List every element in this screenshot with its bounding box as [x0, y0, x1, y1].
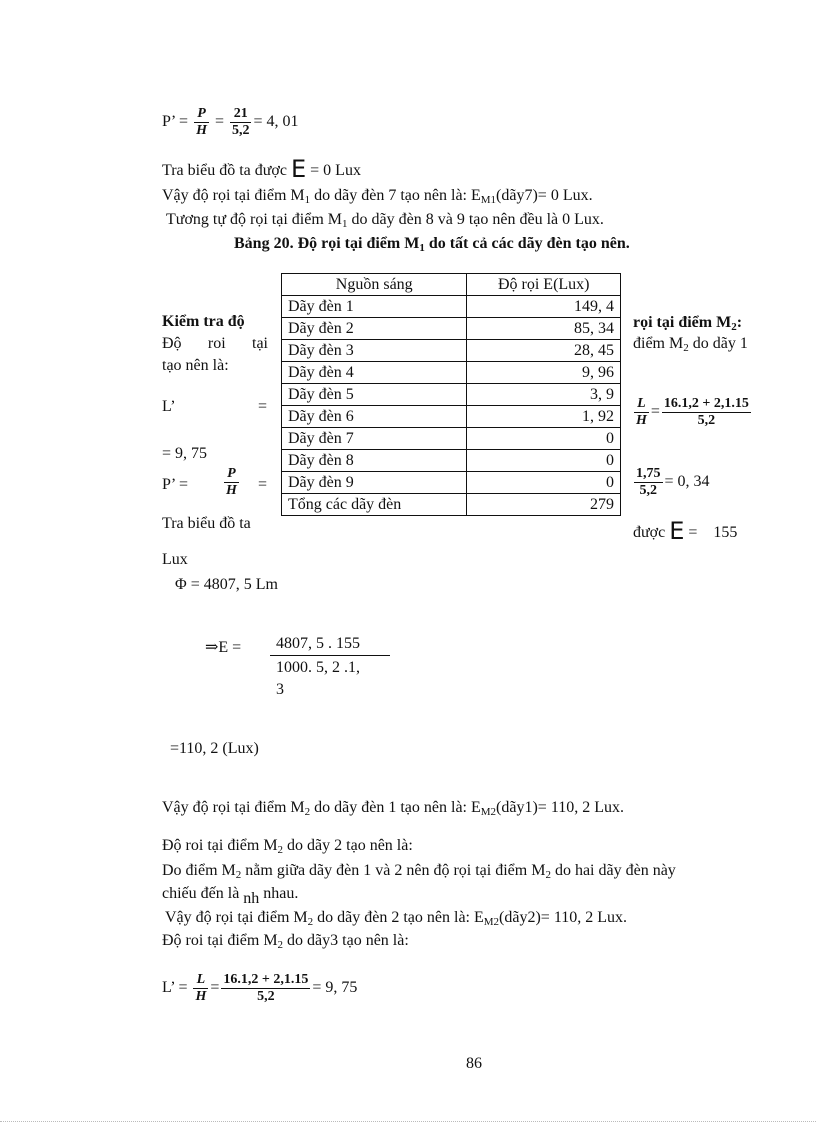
- table-title: Bảng 20. Độ rọi tại điểm $M_1$ do tất cả các dãy đèn tạo nên.: [234, 235, 630, 254]
- left-do-roi: Độ roi tại: [162, 335, 268, 352]
- eq-lhs: P’ =: [162, 113, 189, 131]
- left-lux: Lux: [162, 551, 188, 568]
- table-row: Dãy đèn 6 1, 92: [282, 406, 621, 428]
- left-p-prime: P’ =: [162, 476, 189, 493]
- e-eq-lhs: ⇒E =: [205, 639, 242, 656]
- col-header-source: Nguồn sáng: [282, 274, 467, 296]
- fraction-21-52: $\frac{21}{5,2}$: [231, 106, 250, 138]
- left-p-equals: =: [258, 476, 268, 493]
- e-eq-denominator-cont: 3: [276, 681, 284, 698]
- left-tra-bieu-do: Tra biểu đồ ta: [162, 515, 251, 532]
- table-row: Dãy đèn 2 85, 34: [282, 318, 621, 340]
- line-do-roi-day3: Độ roi tại điểm $M_2$ do dãy3 tạo nên là:: [162, 932, 409, 951]
- equation-p-prime: P’ = $\frac{P}{H}$ = $\frac{21}{5,2}$ = 4, 01: [162, 106, 299, 138]
- left-l-prime: L’: [162, 398, 176, 415]
- right-diem-m2: điểm $M_2$ do dãy 1: [633, 335, 748, 354]
- equation-l-prime: L’ = $\frac{L}{H}$ = $\frac{16.1,2 + 2,1.15}{5,2}$ = 9, 75: [162, 972, 358, 1004]
- table-row: Dãy đèn 8 0: [282, 450, 621, 472]
- right-p-equation: $\frac{1,75}{5,2}$ = 0, 34: [636, 466, 710, 498]
- result-110: =110, 2 (Lux): [170, 740, 259, 757]
- line-vay-m2-day2: Vậy độ rọi tại điểm $M_2$ do dãy đèn 2 tạo nên là: $E_{M2}(dãy2)= 110$, 2 Lux.: [165, 909, 628, 928]
- line-vay-m2-day1: Vậy độ rọi tại điểm $M_2$ do dãy đèn 1 tạo nên là: $E_{M2}(dãy1)= 110$, 2 Lux.: [162, 799, 625, 818]
- line-do-roi-day2: Độ roi tại điểm $M_2$ do dãy 2 tạo nên là:: [162, 837, 413, 856]
- left-tao-nen: tạo nên là:: [162, 357, 229, 374]
- table-row: Dãy đèn 5 3, 9: [282, 384, 621, 406]
- table-row: Dãy đèn 1 149, 4: [282, 296, 621, 318]
- left-result-975: = 9, 75: [162, 445, 208, 462]
- table-row: Dãy đèn 7 0: [282, 428, 621, 450]
- left-l-equals: =: [258, 398, 268, 415]
- eq-result: = 4, 01: [253, 113, 299, 131]
- table-row-total: Tổng các dãy đèn 279: [282, 494, 621, 516]
- line-e-zero: Tra biểu đồ ta được E = 0 Lux: [162, 155, 361, 183]
- e-eq-denominator: 1000. 5, 2 .1,: [276, 659, 360, 676]
- table-row: Dãy đèn 4 9, 96: [282, 362, 621, 384]
- right-roi-tai-diem: rọi tại điểm $M_2$:: [633, 314, 743, 333]
- line-do-diem-m2: Do điểm $M_2$ nằm giữa dãy đèn 1 và 2 nên độ rọi tại điểm $M_2$ do hai dãy đèn này: [162, 862, 676, 881]
- line-vay-m1-day7: Vậy độ rọi tại điểm $M_1$ do dãy đèn 7 tạo nên là: $E_{M1}(dãy7)= 0$ Lux.: [162, 187, 593, 206]
- bottom-divider: [0, 1121, 816, 1122]
- line-tuong-tu: Tương tự độ rọi tại điểm $M_1$ do dãy đèn 8 và 9 tạo nên đều là 0 Lux.: [166, 211, 604, 230]
- e-eq-fraction-bar: [270, 655, 390, 656]
- table-row: Dãy đèn 3 28, 45: [282, 340, 621, 362]
- e-eq-numerator: 4807, 5 . 155: [276, 635, 360, 652]
- table-row: Dãy đèn 9 0: [282, 472, 621, 494]
- left-kiem-tra: Kiểm tra độ: [162, 313, 245, 330]
- right-l-equation: $\frac{L}{H}$ = $\frac{16.1,2 + 2,1.15}{5,2}$: [636, 396, 749, 428]
- right-duoc-e: được E = 155: [633, 517, 738, 545]
- illuminance-table: [281, 273, 621, 516]
- left-p-fraction: $\frac{P}{H}$: [226, 466, 237, 498]
- line-chieu-den: chiếu đến là nh nhau.: [162, 885, 299, 907]
- col-header-lux: Độ rọi E(Lux): [467, 274, 621, 296]
- phi-value: Φ = 4807, 5 Lm: [175, 576, 278, 593]
- fraction-p-h: $\frac{P}{H}$: [196, 106, 207, 138]
- page-number: 86: [466, 1055, 482, 1072]
- table-header-row: [282, 274, 621, 296]
